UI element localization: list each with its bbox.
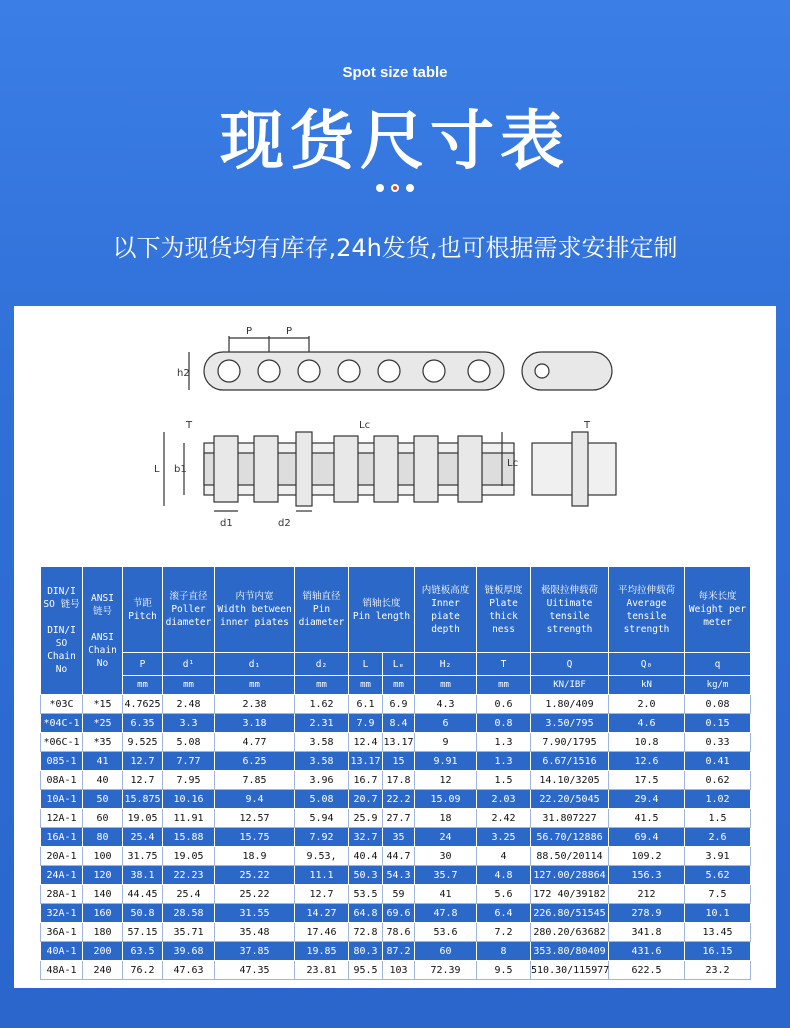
table-cell: 200	[83, 942, 123, 961]
table-cell: 5.6	[477, 885, 531, 904]
table-cell: 15.875	[123, 790, 163, 809]
table-cell: 31.807227	[531, 809, 609, 828]
symbol-cell: q	[685, 653, 751, 676]
table-cell: 41	[83, 752, 123, 771]
table-cell: 3.91	[685, 847, 751, 866]
table-cell: 12.4	[349, 733, 383, 752]
label-b1: b1	[174, 464, 187, 475]
header-col-10: 平均拉伸载荷 Average tensile strength	[609, 567, 685, 653]
table-cell: 69.6	[383, 904, 415, 923]
table-cell: 6.1	[349, 695, 383, 714]
table-cell: 76.2	[123, 961, 163, 980]
table-cell: 69.4	[609, 828, 685, 847]
table-cell: 28.58	[163, 904, 215, 923]
table-cell: 35.71	[163, 923, 215, 942]
table-cell: 240	[83, 961, 123, 980]
table-cell: 16.15	[685, 942, 751, 961]
table-cell: 50.8	[123, 904, 163, 923]
table-cell: 100	[83, 847, 123, 866]
table-cell: 1.3	[477, 752, 531, 771]
table-cell: 5.08	[163, 733, 215, 752]
table-cell: 25.4	[163, 885, 215, 904]
table-row	[41, 733, 751, 752]
header-col-9: 极限拉伸载荷 Uitimate tensile strength	[531, 567, 609, 653]
table-cell: 13.17	[349, 752, 383, 771]
table-cell: 353.80/80409	[531, 942, 609, 961]
table-cell: 59	[383, 885, 415, 904]
spec-table-body	[41, 695, 751, 980]
table-cell: 0.8	[477, 714, 531, 733]
table-row	[41, 809, 751, 828]
table-cell: 6.9	[383, 695, 415, 714]
table-cell: 6.35	[123, 714, 163, 733]
table-cell: 2.38	[215, 695, 295, 714]
table-cell: 5.08	[295, 790, 349, 809]
table-cell: 8	[477, 942, 531, 961]
table-cell: 0.33	[685, 733, 751, 752]
table-cell: 2.03	[477, 790, 531, 809]
unit-cell: mm	[295, 676, 349, 695]
header-col-1: ANSI 链号 ANSI Chain No	[83, 567, 123, 695]
unit-cell: mm	[415, 676, 477, 695]
table-cell: 2.48	[163, 695, 215, 714]
table-cell: 40A-1	[41, 942, 83, 961]
page-subtitle: Spot size table	[342, 64, 448, 81]
table-cell: 17.8	[383, 771, 415, 790]
table-cell: 47.35	[215, 961, 295, 980]
table-cell: 2.42	[477, 809, 531, 828]
symbol-cell: H₂	[415, 653, 477, 676]
header-col-5: 销轴直径 Pin diameter	[295, 567, 349, 653]
label-p1: P	[246, 326, 253, 337]
table-cell: 32A-1	[41, 904, 83, 923]
table-cell: 4.7625	[123, 695, 163, 714]
table-cell: 47.8	[415, 904, 477, 923]
table-cell: 20.7	[349, 790, 383, 809]
table-cell: 278.9	[609, 904, 685, 923]
table-cell: 53.6	[415, 923, 477, 942]
page-title: 现货尺寸表	[220, 105, 570, 179]
table-cell: 0.15	[685, 714, 751, 733]
table-cell: 16A-1	[41, 828, 83, 847]
table-cell: 95.5	[349, 961, 383, 980]
table-row	[41, 828, 751, 847]
table-cell: 160	[83, 904, 123, 923]
table-cell: 085-1	[41, 752, 83, 771]
table-cell: 2.6	[685, 828, 751, 847]
table-row	[41, 695, 751, 714]
table-cell: 14.10/3205	[531, 771, 609, 790]
table-cell: 3.3	[163, 714, 215, 733]
table-cell: 17.46	[295, 923, 349, 942]
header-col-11: 每米长度 Weight per meter	[685, 567, 751, 653]
label-d2: d2	[278, 518, 291, 529]
table-cell: 3.58	[295, 733, 349, 752]
table-cell: 19.85	[295, 942, 349, 961]
table-cell: 12A-1	[41, 809, 83, 828]
page-description: 以下为现货均有库存,24h发货,也可根据需求安排定制	[112, 234, 678, 262]
table-cell: 30	[415, 847, 477, 866]
table-cell: *04C-1	[41, 714, 83, 733]
table-cell: 57.15	[123, 923, 163, 942]
table-cell: 60	[83, 809, 123, 828]
table-cell: 212	[609, 885, 685, 904]
table-cell: 9	[415, 733, 477, 752]
label-p2: P	[286, 326, 293, 337]
table-cell: 9.91	[415, 752, 477, 771]
table-cell: 15.88	[163, 828, 215, 847]
symbol-cell: P	[123, 653, 163, 676]
unit-cell: mm	[383, 676, 415, 695]
symbol-cell: T	[477, 653, 531, 676]
table-cell: 17.5	[609, 771, 685, 790]
unit-cell: KN/IBF	[531, 676, 609, 695]
dot-icon	[406, 184, 414, 192]
table-cell: 19.05	[123, 809, 163, 828]
table-cell: 88.50/20114	[531, 847, 609, 866]
table-row	[41, 866, 751, 885]
table-cell: 25.22	[215, 885, 295, 904]
table-cell: 0.6	[477, 695, 531, 714]
table-cell: 9.4	[215, 790, 295, 809]
table-cell: 22.20/5045	[531, 790, 609, 809]
table-cell: 25.22	[215, 866, 295, 885]
table-cell: 18.9	[215, 847, 295, 866]
table-cell: 22.2	[383, 790, 415, 809]
table-cell: 35.48	[215, 923, 295, 942]
table-cell: 7.77	[163, 752, 215, 771]
table-cell: 27.7	[383, 809, 415, 828]
table-cell: 25.4	[123, 828, 163, 847]
label-h2: h2	[177, 368, 190, 379]
table-cell: 7.2	[477, 923, 531, 942]
table-cell: 7.9	[349, 714, 383, 733]
table-cell: 41.5	[609, 809, 685, 828]
table-cell: 32.7	[349, 828, 383, 847]
symbol-cell: d₁	[215, 653, 295, 676]
label-t2: T	[584, 420, 591, 431]
label-t: T	[186, 420, 193, 431]
table-cell: *03C	[41, 695, 83, 714]
symbol-cell: d₂	[295, 653, 349, 676]
table-cell: 7.90/1795	[531, 733, 609, 752]
table-cell: 23.81	[295, 961, 349, 980]
table-cell: 14.27	[295, 904, 349, 923]
table-cell: 2.0	[609, 695, 685, 714]
table-cell: 80	[83, 828, 123, 847]
table-cell: 1.62	[295, 695, 349, 714]
table-cell: 4.8	[477, 866, 531, 885]
table-row	[41, 923, 751, 942]
table-cell: 5.62	[685, 866, 751, 885]
table-cell: 3.18	[215, 714, 295, 733]
table-cell: 72.8	[349, 923, 383, 942]
table-cell: 22.23	[163, 866, 215, 885]
table-row	[41, 790, 751, 809]
table-cell: 20A-1	[41, 847, 83, 866]
symbol-cell: d¹	[163, 653, 215, 676]
table-cell: 7.5	[685, 885, 751, 904]
table-cell: 40.4	[349, 847, 383, 866]
table-cell: 1.5	[477, 771, 531, 790]
table-cell: 38.1	[123, 866, 163, 885]
table-row	[41, 942, 751, 961]
table-cell: *35	[83, 733, 123, 752]
symbol-cell: L	[349, 653, 383, 676]
table-cell: 2.31	[295, 714, 349, 733]
table-cell: 35	[383, 828, 415, 847]
table-cell: 431.6	[609, 942, 685, 961]
table-cell: 12.57	[215, 809, 295, 828]
chain-diagram	[14, 306, 776, 531]
header-col-4: 内节内宽 Width between inner piates	[215, 567, 295, 653]
table-cell: 12.7	[123, 752, 163, 771]
table-cell: 3.96	[295, 771, 349, 790]
table-cell: 08A-1	[41, 771, 83, 790]
table-cell: 72.39	[415, 961, 477, 980]
table-cell: 4.6	[609, 714, 685, 733]
table-cell: 180	[83, 923, 123, 942]
table-cell: 622.5	[609, 961, 685, 980]
header-col-0: DIN/I SO 链号 DIN/I SO Chain No	[41, 567, 83, 695]
decorative-dots	[0, 184, 790, 192]
table-cell: 37.85	[215, 942, 295, 961]
table-cell: 15	[383, 752, 415, 771]
table-row	[41, 771, 751, 790]
table-cell: 0.41	[685, 752, 751, 771]
symbol-cell: Q₀	[609, 653, 685, 676]
table-cell: 25.9	[349, 809, 383, 828]
table-cell: 127.00/28864	[531, 866, 609, 885]
symbol-row	[41, 653, 751, 676]
table-cell: 48A-1	[41, 961, 83, 980]
unit-cell: mm	[123, 676, 163, 695]
table-cell: 510.30/115977	[531, 961, 609, 980]
table-cell: 15.75	[215, 828, 295, 847]
table-cell: 60	[415, 942, 477, 961]
table-cell: 12.7	[295, 885, 349, 904]
table-cell: 24A-1	[41, 866, 83, 885]
table-cell: 0.62	[685, 771, 751, 790]
table-cell: 39.68	[163, 942, 215, 961]
table-cell: 50	[83, 790, 123, 809]
dot-icon	[376, 184, 384, 192]
table-cell: 78.6	[383, 923, 415, 942]
table-cell: 4.3	[415, 695, 477, 714]
table-cell: *06C-1	[41, 733, 83, 752]
unit-cell: mm	[477, 676, 531, 695]
table-cell: 3.50/795	[531, 714, 609, 733]
table-cell: 87.2	[383, 942, 415, 961]
table-cell: 9.525	[123, 733, 163, 752]
header-col-8: 链板厚度 Plate thick ness	[477, 567, 531, 653]
table-cell: 53.5	[349, 885, 383, 904]
spec-table	[40, 566, 751, 980]
table-cell: 10.8	[609, 733, 685, 752]
table-cell: 6.67/1516	[531, 752, 609, 771]
table-cell: 6	[415, 714, 477, 733]
table-cell: 7.92	[295, 828, 349, 847]
table-cell: 156.3	[609, 866, 685, 885]
table-cell: 50.3	[349, 866, 383, 885]
table-cell: 41	[415, 885, 477, 904]
header-col-2: 节距 Pitch	[123, 567, 163, 653]
table-cell: 103	[383, 961, 415, 980]
table-cell: 13.45	[685, 923, 751, 942]
table-cell: 5.94	[295, 809, 349, 828]
table-row	[41, 904, 751, 923]
table-cell: 1.5	[685, 809, 751, 828]
table-cell: 1.80/409	[531, 695, 609, 714]
table-cell: 10.1	[685, 904, 751, 923]
header-col-6: 销轴长度 Pin length	[349, 567, 415, 653]
table-cell: 9.53,	[295, 847, 349, 866]
unit-cell: kg/m	[685, 676, 751, 695]
label-lc: Lc	[359, 420, 371, 431]
dot-icon-active	[391, 184, 399, 192]
table-row	[41, 961, 751, 980]
table-cell: 31.55	[215, 904, 295, 923]
table-cell: 36A-1	[41, 923, 83, 942]
table-cell: 4.77	[215, 733, 295, 752]
table-cell: 7.95	[163, 771, 215, 790]
table-cell: 341.8	[609, 923, 685, 942]
table-cell: 10A-1	[41, 790, 83, 809]
table-cell: 44.7	[383, 847, 415, 866]
label-d1: d1	[220, 518, 233, 529]
table-row	[41, 885, 751, 904]
table-row	[41, 714, 751, 733]
symbol-cell: Lₑ	[383, 653, 415, 676]
table-cell: 13.17	[383, 733, 415, 752]
table-cell: 56.70/12886	[531, 828, 609, 847]
table-cell: 80.3	[349, 942, 383, 961]
table-cell: 64.8	[349, 904, 383, 923]
unit-cell: mm	[349, 676, 383, 695]
table-cell: 63.5	[123, 942, 163, 961]
table-row	[41, 847, 751, 866]
table-cell: 35.7	[415, 866, 477, 885]
table-cell: 12	[415, 771, 477, 790]
table-cell: 23.2	[685, 961, 751, 980]
table-cell: 6.25	[215, 752, 295, 771]
table-cell: 24	[415, 828, 477, 847]
unit-cell: mm	[163, 676, 215, 695]
table-cell: 226.80/51545	[531, 904, 609, 923]
table-cell: 1.02	[685, 790, 751, 809]
table-cell: 9.5	[477, 961, 531, 980]
symbol-cell: Q	[531, 653, 609, 676]
table-cell: 1.3	[477, 733, 531, 752]
table-cell: 44.45	[123, 885, 163, 904]
table-cell: 280.20/63682	[531, 923, 609, 942]
table-cell: 140	[83, 885, 123, 904]
table-cell: 109.2	[609, 847, 685, 866]
unit-cell: kN	[609, 676, 685, 695]
table-cell: 15.09	[415, 790, 477, 809]
label-lc2: Lc	[507, 458, 519, 469]
table-cell: 18	[415, 809, 477, 828]
table-cell: 3.25	[477, 828, 531, 847]
table-cell: 10.16	[163, 790, 215, 809]
table-cell: 28A-1	[41, 885, 83, 904]
unit-row	[41, 676, 751, 695]
table-cell: 6.4	[477, 904, 531, 923]
table-cell: 172 40/39182	[531, 885, 609, 904]
table-cell: 40	[83, 771, 123, 790]
table-cell: 0.08	[685, 695, 751, 714]
spec-table-wrapper	[40, 566, 750, 980]
table-cell: 19.05	[163, 847, 215, 866]
table-cell: 11.1	[295, 866, 349, 885]
table-cell: *25	[83, 714, 123, 733]
label-l: L	[154, 464, 160, 475]
table-row	[41, 752, 751, 771]
header-col-7: 内链板高度 Inner piate depth	[415, 567, 477, 653]
unit-cell: mm	[215, 676, 295, 695]
table-cell: 4	[477, 847, 531, 866]
table-cell: 16.7	[349, 771, 383, 790]
table-cell: 29.4	[609, 790, 685, 809]
header-col-3: 滚子直径 Poller diameter	[163, 567, 215, 653]
table-cell: 12.7	[123, 771, 163, 790]
table-cell: 11.91	[163, 809, 215, 828]
table-cell: 3.58	[295, 752, 349, 771]
table-cell: 8.4	[383, 714, 415, 733]
table-cell: *15	[83, 695, 123, 714]
table-cell: 54.3	[383, 866, 415, 885]
table-cell: 12.6	[609, 752, 685, 771]
table-cell: 120	[83, 866, 123, 885]
table-cell: 47.63	[163, 961, 215, 980]
table-cell: 7.85	[215, 771, 295, 790]
table-cell: 31.75	[123, 847, 163, 866]
